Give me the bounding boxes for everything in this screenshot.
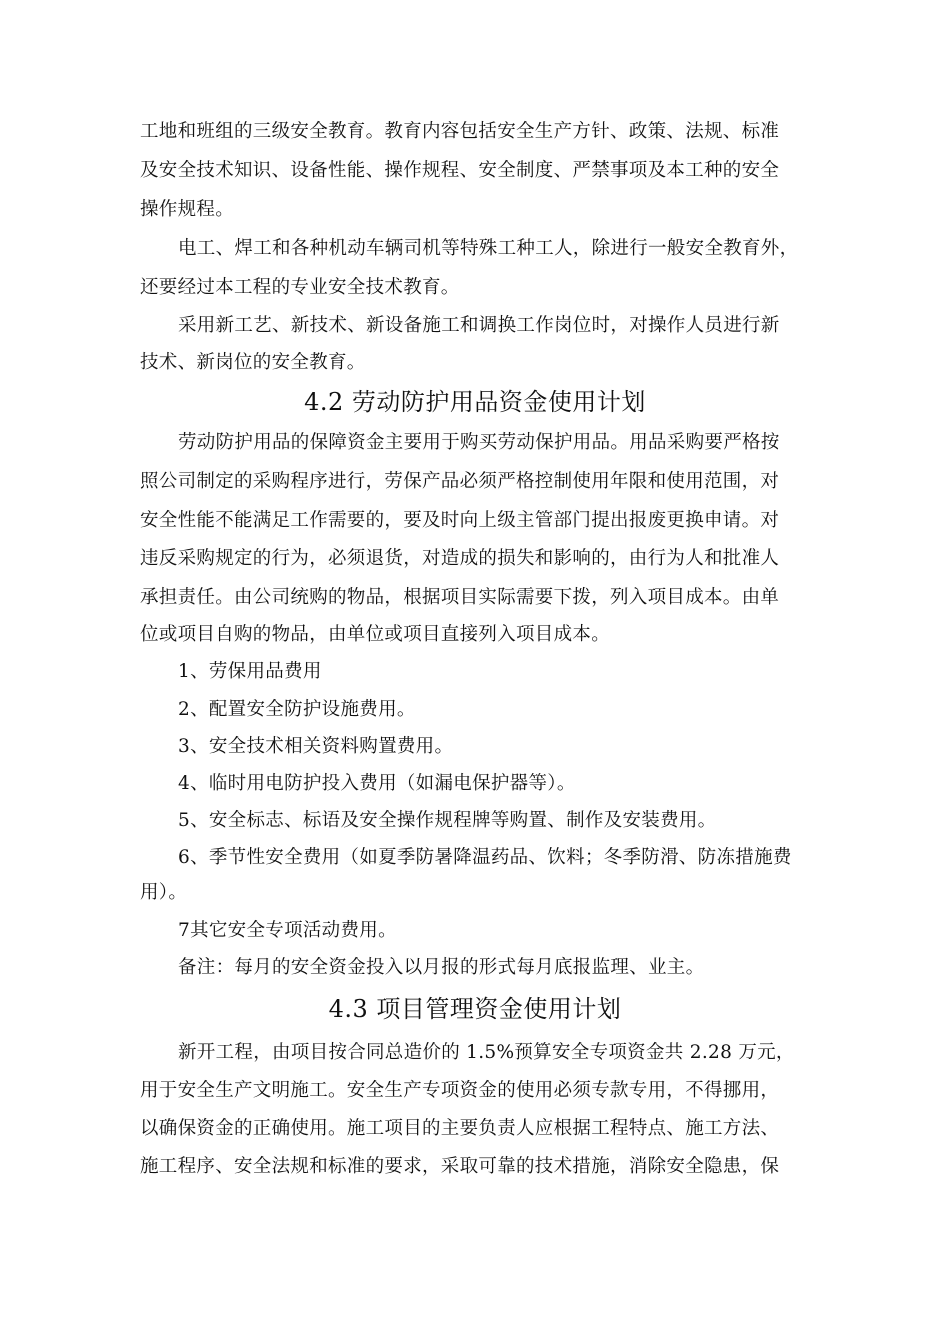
section-4-2-item-6-cont: 用）。 <box>140 882 188 903</box>
intro-p2-line-1: 电工、焊工和各种机动车辆司机等特殊工种工人，除进行一般安全教育外， <box>178 238 799 259</box>
intro-p2-line-2: 还要经过本工程的专业安全技术教育。 <box>140 277 460 298</box>
section-4-2-item-1: 1、劳保用品费用 <box>178 661 322 682</box>
intro-p1-line-3: 操作规程。 <box>140 199 235 220</box>
intro-p1-line-1: 工地和班组的三级安全教育。教育内容包括安全生产方针、政策、法规、标准 <box>140 121 780 142</box>
section-4-2-para-line-3: 安全性能不能满足工作需要的，要及时向上级主管部门提出报废更换申请。对 <box>140 510 780 531</box>
section-4-2-note: 备注：每月的安全资金投入以月报的形式每月底报监理、业主。 <box>178 957 705 978</box>
intro-p3-line-1: 采用新工艺、新技术、新设备施工和调换工作岗位时，对操作人员进行新 <box>178 315 780 336</box>
section-4-2-heading: 4.2 劳动防护用品资金使用计划 <box>304 388 646 416</box>
section-4-2-item-5: 5、安全标志、标语及安全操作规程牌等购置、制作及安装费用。 <box>178 810 717 831</box>
intro-p1-line-2: 及安全技术知识、设备性能、操作规程、安全制度、严禁事项及本工种的安全 <box>140 160 780 181</box>
section-4-3-para-line-2: 用于安全生产文明施工。安全生产专项资金的使用必须专款专用，不得挪用， <box>140 1080 780 1101</box>
section-4-3-heading: 4.3 项目管理资金使用计划 <box>328 995 622 1023</box>
section-4-2-item-2: 2、配置安全防护设施费用。 <box>178 699 416 720</box>
section-4-2-item-4: 4、临时用电防护投入费用（如漏电保护器等）。 <box>178 773 576 794</box>
intro-p3-line-2: 技术、新岗位的安全教育。 <box>140 352 366 373</box>
section-4-2-para-line-5: 承担责任。由公司统购的物品，根据项目实际需要下拨，列入项目成本。由单 <box>140 587 780 608</box>
section-4-2-para-line-2: 照公司制定的采购程序进行，劳保产品必须严格控制使用年限和使用范围，对 <box>140 471 780 492</box>
section-4-3-para-line-1: 新开工程，由项目按合同总造价的 1.5%预算安全专项资金共 2.28 万元， <box>178 1042 795 1063</box>
section-4-2-item-7: 7其它安全专项活动费用。 <box>178 920 397 941</box>
section-4-2-para-line-6: 位或项目自购的物品，由单位或项目直接列入项目成本。 <box>140 624 611 645</box>
section-4-2-item-6: 6、季节性安全费用（如夏季防暑降温药品、饮料；冬季防滑、防冻措施费 <box>178 847 792 868</box>
section-4-3-para-line-4: 施工程序、安全法规和标准的要求，采取可靠的技术措施，消除安全隐患，保 <box>140 1156 780 1177</box>
section-4-2-para-line-1: 劳动防护用品的保障资金主要用于购买劳动保护用品。用品采购要严格按 <box>178 432 780 453</box>
section-4-2-para-line-4: 违反采购规定的行为，必须退货，对造成的损失和影响的，由行为人和批准人 <box>140 548 780 569</box>
section-4-3-para-line-3: 以确保资金的正确使用。施工项目的主要负责人应根据工程特点、施工方法、 <box>140 1118 780 1139</box>
section-4-2-item-3: 3、安全技术相关资料购置费用。 <box>178 736 454 757</box>
